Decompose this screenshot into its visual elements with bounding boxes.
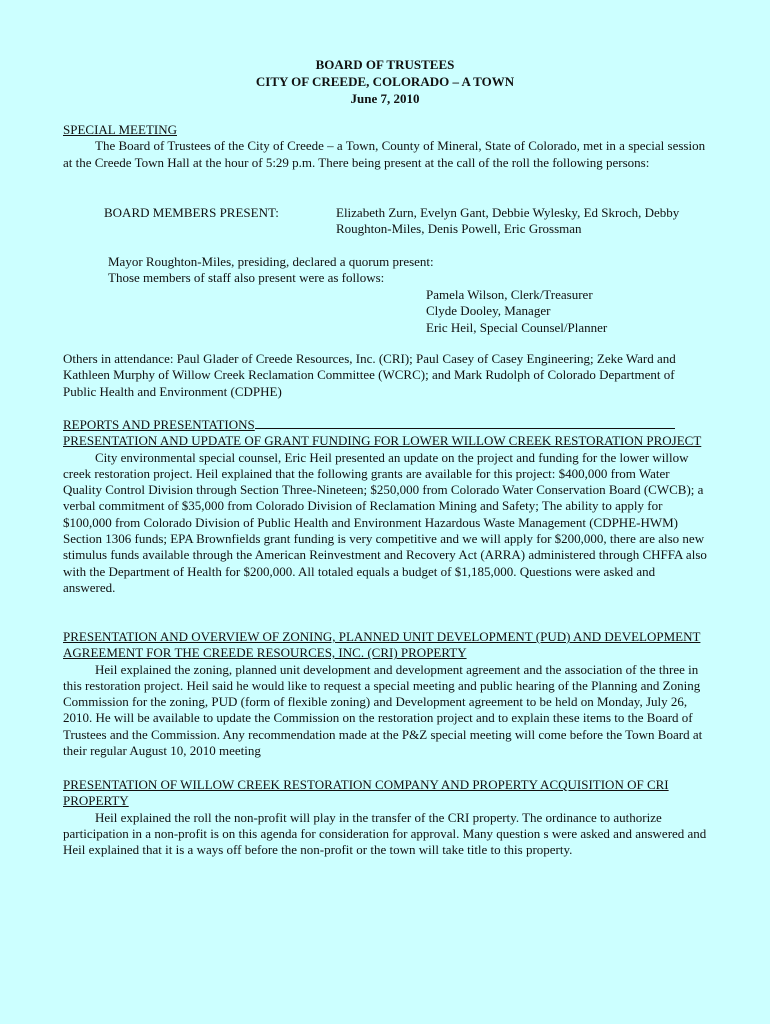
zoning-section: [63, 629, 708, 759]
board-members-names: Elizabeth Zurn, Evelyn Gant, Debbie Wylesky, Ed Skroch, Debby Roughton-Miles, Denis Powell, Eric Grossman: [336, 205, 680, 237]
zoning-body: Heil explained the zoning, planned unit development and development agreement and the association of the three in this restoration project. Heil said he would like to request a special meeting and public hearing of the Planning and Zoning Commission for the zoning, PUD (form of flexible zoning) and Development agreement to be held on Monday, July 26, 2010. He will be available to update the Commission on the restoration project and to explain these items to the Board of Trustees and the Commission. Any recommendation made at the P&Z special meeting will come before the Town Board at their regular August 10, 2010 meeting: [63, 661, 703, 759]
title-city: CITY OF CREEDE, COLORADO – A TOWN: [255, 74, 515, 89]
grant-funding-body: City environmental special counsel, Eric Heil presented an update on the project and funding for the lower willow creek restoration project. Heil explained that the following grants are available for this project: $400,000 from Water Quality Control Division through Section Three-Nineteen; $250,000 from Colorado Water Conservation Board (CWCB); a verbal commitment of $35,000 from Colorado Division of Reclamation Mining and Safety; The ability to apply for $100,000 from Colorado Division of Public Health and Environment Hazardous Waste Management (CDPHE-HWM) Section 1306 funds; EPA Brownfields grant funding is very competitive and we will apply for $200,000, there are also new stimulus funds available through the American Reinvestment and Recovery Act (ARRA) administered through CHFFA also with the Department of Health for $200,000. All totaled equals a budget of $1,185,000. Questions were asked and answered.: [63, 449, 707, 595]
willow-creek-heading: PRESENTATION OF WILLOW CREEK RESTORATION COMPANY AND PROPERTY ACQUISITION OF CRI PROPERTY: [63, 777, 669, 809]
willow-creek-body: Heil explained the roll the non-profit will play in the transfer of the CRI property. The ordinance to authorize participation in a non-profit is on this agenda for consideration for approval. Many question s were asked and answered and Heil explained that it is a ways off before the non-profit or the town will take title to this property.: [63, 809, 707, 858]
special-meeting-heading: SPECIAL MEETING: [63, 122, 177, 137]
reports-heading: REPORTS AND PRESENTATIONS: [63, 417, 255, 432]
willow-creek-section: [63, 777, 708, 858]
reports-heading-line: [63, 416, 708, 433]
special-meeting-section: [63, 122, 708, 171]
board-members-label: BOARD MEMBERS PRESENT:: [104, 205, 279, 220]
staff-list: [426, 287, 607, 336]
quorum-block: [108, 254, 708, 287]
quorum-declaration: Mayor Roughton-Miles, presiding, declared a quorum present:: [108, 254, 434, 269]
title-date: June 7, 2010: [350, 91, 420, 106]
staff-item: Pamela Wilson, Clerk/Treasurer: [426, 287, 593, 302]
reports-section: [63, 416, 708, 596]
document-title: [0, 56, 770, 107]
heading-rule: [255, 416, 675, 429]
title-board: BOARD OF TRUSTEES: [315, 57, 455, 72]
staff-item: Clyde Dooley, Manager: [426, 303, 551, 319]
special-meeting-body: The Board of Trustees of the City of Creede – a Town, County of Mineral, State of Colorado, met in a special session at the Creede Town Hall at the hour of 5:29 p.m. There being present at the call of the roll the following persons:: [63, 138, 706, 170]
others-attendance: Others in attendance: Paul Glader of Creede Resources, Inc. (CRI); Paul Casey of Casey Engineering; Zeke Ward and Kathleen Murphy of Willow Creek Reclamation Committee (WCRC); and Mark Rudolph of Colorado Department of Public Health and Environment (CDPHE): [63, 351, 676, 399]
staff-item: Eric Heil, Special Counsel/Planner: [426, 319, 608, 335]
zoning-heading: PRESENTATION AND OVERVIEW OF ZONING, PLANNED UNIT DEVELOPMENT (PUD) AND DEVELOPMENT AGREEMENT FOR THE CREEDE RESOURCES, INC. (CRI) PROPERTY: [63, 629, 701, 661]
staff-intro: Those members of staff also present were as follows:: [108, 270, 385, 286]
grant-funding-heading: PRESENTATION AND UPDATE OF GRANT FUNDING FOR LOWER WILLOW CREEK RESTORATION PROJECT: [63, 433, 702, 449]
